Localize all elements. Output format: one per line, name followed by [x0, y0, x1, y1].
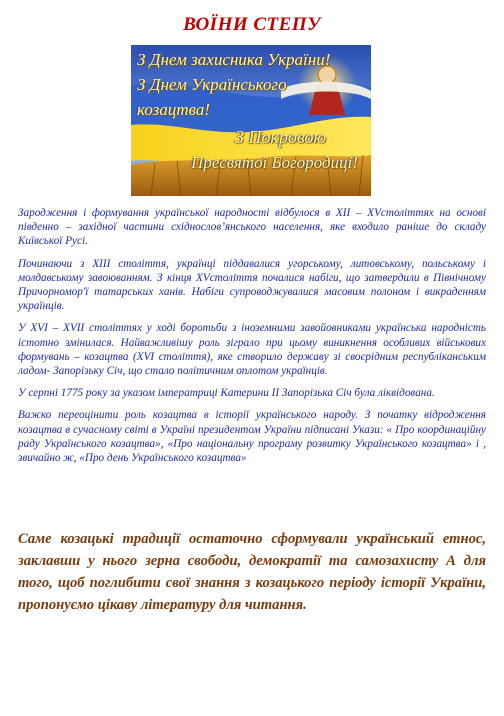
paragraph-origin: Зародження і формування української народності відбулося в XII – XVстоліттях на основі південно – західної частини східнослов’янського населення, яке входило раніше до складу Київської Русі.: [18, 207, 486, 248]
holiday-banner-image: [131, 45, 371, 196]
closing-paragraph: Саме козацькі традиції остаточно сформували український етнос, заклавши у нього зерна свободи, демократії та самозахисту А для того, щоб поглибити свої знання з козацького періоду історії України, пропонуємо цікаву літературу для читання.: [18, 531, 486, 613]
paragraph-revival: Важко переоцінити роль козацтва в історії українського народу. З початку відродження козацтва в сучасному світі в Україні президентом України підписані Укази: « Про координаційну раду Українського козацтва», «Про національну програму розвитку Українського козацтва» і , звичайно ж, «Про день Українського козацтва»: [18, 409, 486, 465]
banner-line-3: козацтва!: [137, 100, 210, 119]
paragraph-sich-liquidation: У серпні 1775 року за указом імператриці Катерини II Запорізька Січ була ліквідована.: [18, 387, 435, 400]
banner-line-2: З Днем Українського: [137, 75, 287, 94]
article-body: [18, 206, 486, 473]
page-title: ВОЇНИ СТЕПУ: [183, 14, 321, 35]
banner-line-1: З Днем захисника України!: [137, 50, 331, 69]
paragraph-cossacks: У XVI – XVII століттях у ході боротьби з іноземними завойовниками українська народність істотно змінилася. Найважливішу роль зіграло при цьому виникнення особливих військових формувань – козацтва (XVI століття), яке створило державу зі своєрідним республіканським ладом- Запорізьку Січ, що стало політичним оплотом українців.: [18, 322, 486, 378]
banner-line-5: Пресвятої Богородиці!: [191, 153, 358, 172]
banner-line-4: З Покровою: [235, 127, 327, 147]
paragraph-conquests: Починаючи з XIII століття, українці піддавалися угорському, литовському, польському і молдавському завоюванням. З кінця XVстоліття почалися набіги, що затвердили в Північному Причорномор'ї татарських ханів. Набіги супроводжувалися масовим полоном і викраденням українців.: [18, 257, 486, 313]
